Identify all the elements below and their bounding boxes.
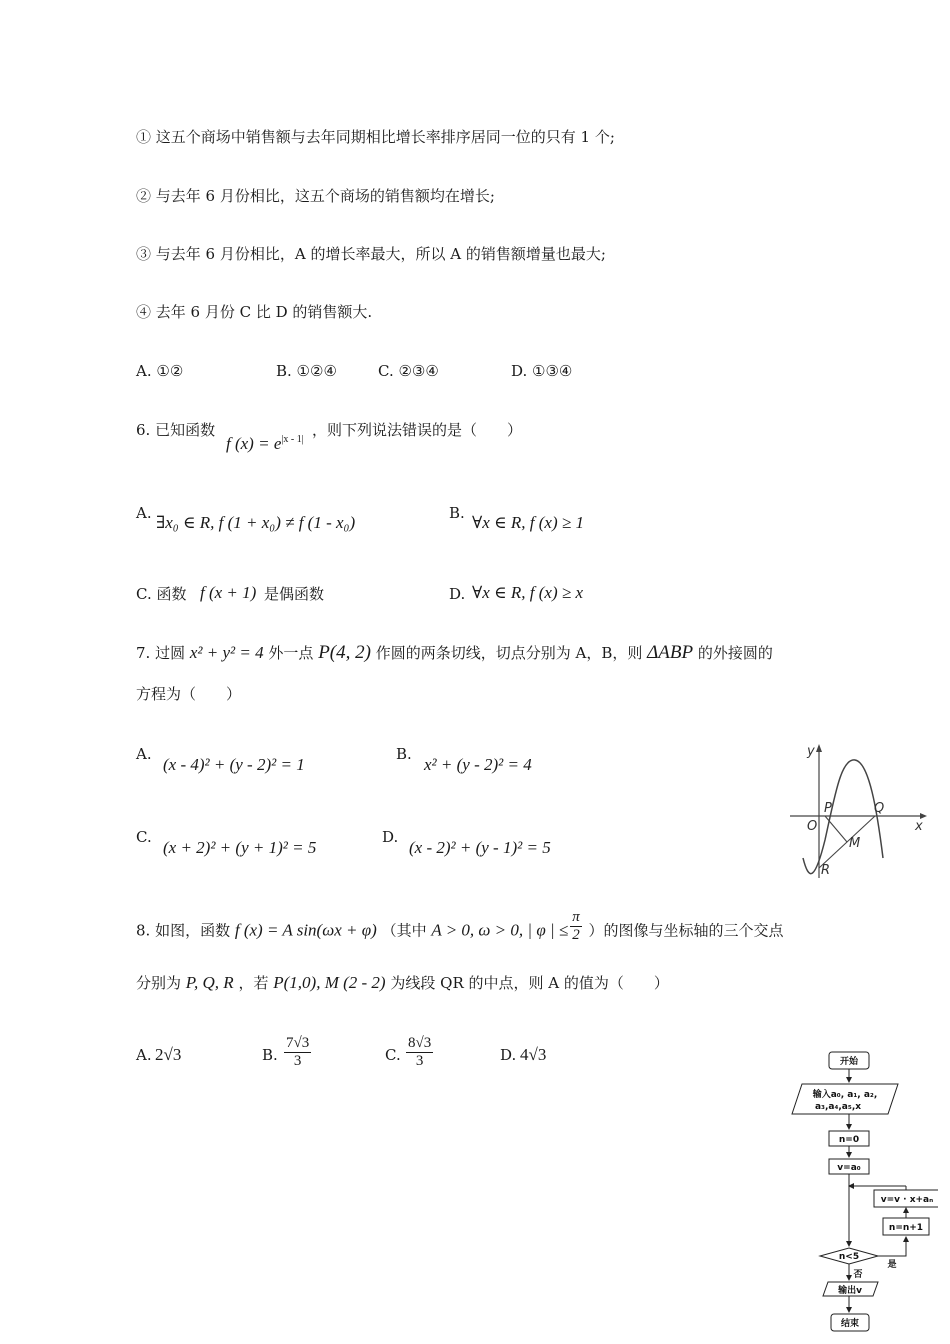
q7-line-1 [136,643,773,663]
q6-option-c-trail: 是偶函数 [264,585,325,603]
statement-2: ② 与去年 6 月份相比，这五个商场的销售额均在增长; [136,187,495,205]
q6-option-a-label: A. [136,504,152,522]
q8-condition-fraction [570,909,582,944]
q6-function [226,430,304,454]
q7-option-c-math: (x + 2)² + (y + 1)² = 5 [163,838,317,857]
q7-option-d-math: (x - 2)² + (y - 1)² = 5 [409,838,551,857]
q8-option-c-label: C. [385,1046,401,1064]
graph-label-x: x [915,819,923,834]
flow-start-label: 开始 [839,1057,859,1067]
flow-end-label: 结束 [840,1319,860,1329]
q8-option-b-denominator: 3 [293,1053,302,1069]
q7-option-c-label: C. [136,828,152,846]
graph-label-q: Q [874,801,885,816]
q6-option-d-label: D. [449,585,466,603]
q7-point: P(4, 2) [318,642,371,663]
flow-yes-path [878,1237,906,1256]
q6-option-c-label: C. 函数 [136,585,187,603]
q8-option-b-fraction [284,1035,311,1070]
segment-pm [825,816,847,842]
algorithm-flowchart [788,1046,938,1336]
q7-line-2: 方程为（ ） [136,685,242,703]
q6-option-d-math: ∀x ∈ R, f (x) ≥ x [472,583,583,602]
q5-option-d: D. ①③④ [511,362,573,380]
q8-option-c-fraction [406,1035,433,1070]
q8-function: f (x) = A sin(ωx + φ) [234,920,377,940]
flow-input-label-2: a₃,a₄,a₅,x [814,1102,862,1112]
statement-1: ① 这五个商场中销售额与去年同期相比增长率排序居同一位的只有 1 个; [136,128,615,146]
q7-lead: 7. 过圆 [136,644,186,662]
q8-line-1 [136,909,784,959]
q8-line2-mid: ，若 [238,974,269,992]
graph-label-y: y [807,744,815,759]
q8-option-c-denominator: 3 [415,1053,424,1069]
q8-condition: A > 0, ω > 0, | φ | ≤ [431,920,569,940]
flow-v0-label: v=a₀ [837,1163,861,1173]
q7-triangle: ΔABP [647,642,694,663]
q8-points: P, Q, R [185,973,234,992]
q8-fraction-denominator: 2 [572,927,580,943]
q8-option-d-label: D. [500,1046,517,1064]
graph-label-r: R [821,863,831,878]
q8-option-b-label: B. [262,1046,278,1064]
flow-no-label: 否 [853,1270,863,1280]
flow-yes-label: 是 [887,1260,897,1270]
graph-label-o: O [807,819,818,834]
q8-lead: 8. 如图，函数 [136,921,231,940]
statement-4: ④ 去年 6 月份 C 比 D 的销售额大. [136,303,373,321]
q7-option-a-label: A. [136,745,152,763]
q7-option-d-label: D. [382,828,399,846]
flow-increment-label: n=n+1 [888,1223,924,1233]
q6-function-base: f (x) = e [226,434,282,453]
q8-option-c-numerator: 8√3 [408,1035,432,1051]
q8-line-2 [136,973,669,993]
q6-lead: 6. 已知函数 [136,421,216,439]
q8-option-a-label: A. [136,1046,152,1064]
q8-option-a-math: 2√3 [155,1045,182,1064]
flow-update-label: v=v · x+aₙ [880,1195,934,1205]
q8-line2-lead: 分别为 [136,974,182,992]
flow-output-label: 输出v [838,1286,862,1296]
q6-function-exponent: |x - 1| [281,434,304,445]
q6-option-c-math: f (x + 1) [200,583,257,602]
q7-mid: 外一点 [268,644,314,662]
q8-cond-lead: （其中 [381,921,427,940]
q8-fraction-numerator: π [572,909,580,925]
q7-option-a-math: (x - 4)² + (y - 2)² = 1 [163,755,305,774]
graph-label-m: M [849,836,861,851]
q6-option-b-label: B. [449,504,465,522]
flow-n0-label: n=0 [838,1135,860,1145]
q8-option-d-math: 4√3 [520,1045,547,1064]
q7-circle: x² + y² = 4 [189,643,264,662]
graph-label-p: P [824,801,832,816]
sine-graph-figure [785,740,935,880]
q5-option-b: B. ①②④ [276,362,337,380]
q8-trail: ）的图像与坐标轴的三个交点 [588,921,784,940]
q6-trail: ，则下列说法错误的是（ ） [312,421,523,439]
flow-condition-label: n<5 [838,1252,860,1262]
q7-option-b-math: x² + (y - 2)² = 4 [424,755,532,774]
sine-curve [803,760,883,874]
statement-3: ③ 与去年 6 月份相比，A 的增长率最大，所以 A 的销售额增量也最大; [136,245,606,263]
y-axis-arrow [816,744,822,752]
q5-option-c: C. ②③④ [378,362,439,380]
q8-line2-trail: 为线段 QR 的中点，则 A 的值为（ ） [390,974,669,992]
q7-option-b-label: B. [396,745,412,763]
q7-trail: 的外接圆的 [697,644,773,662]
q8-condition-2: P(1,0), M (2 - 2) [273,973,386,992]
q8-option-b-numerator: 7√3 [286,1035,310,1051]
q6-option-a-math: ∃x₀ ∈ R, f (1 + x₀) ≠ f (1 - x₀) [156,513,356,532]
q6-option-b-math: ∀x ∈ R, f (x) ≥ 1 [472,513,584,532]
q5-option-a: A. ①② [136,362,184,380]
flow-input-label-1: 输入a₀, a₁, a₂, [812,1090,878,1100]
q7-mid2: 作圆的两条切线，切点分别为 A，B，则 [375,644,643,662]
